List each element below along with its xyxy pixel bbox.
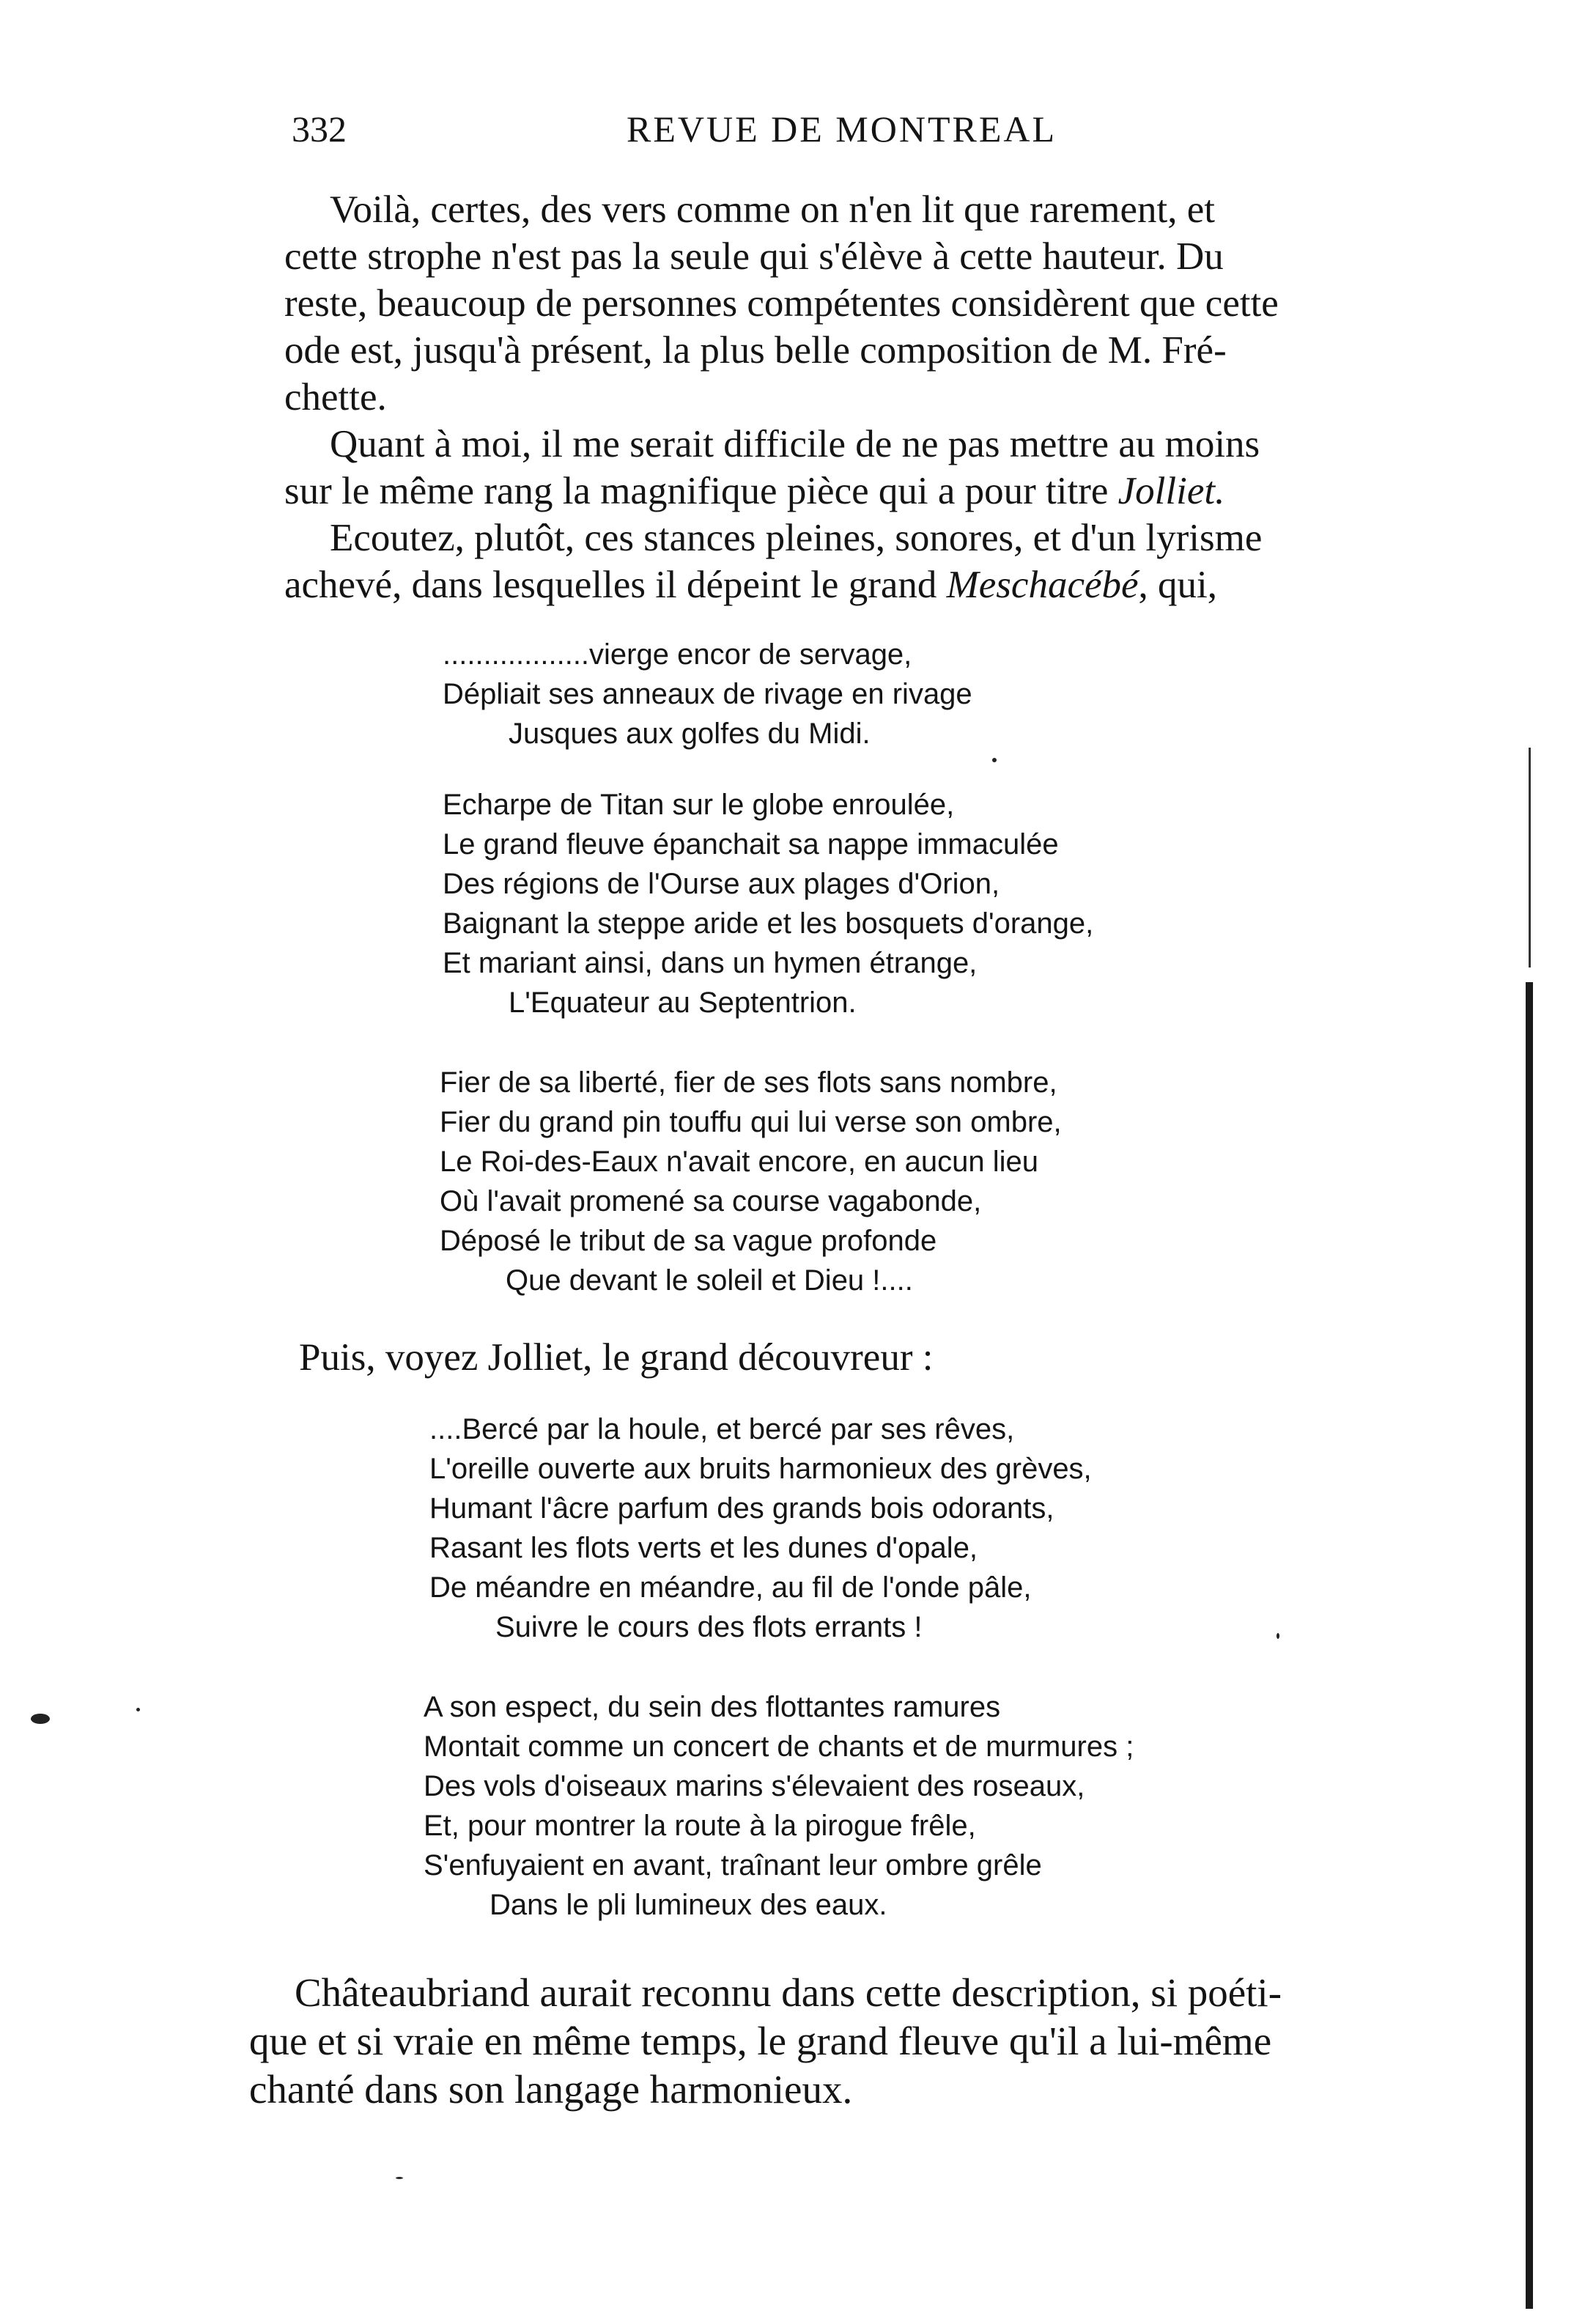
poem-title-jolliet: Jolliet. (1117, 470, 1225, 512)
stanza3-line3: Le Roi-des-Eaux n'avait encore, en aucun lieu (440, 1146, 1039, 1178)
para3-line2 (284, 561, 1435, 608)
running-title: REVUE DE MONTREAL (627, 108, 1057, 150)
ink-speck (136, 1708, 140, 1711)
stanza3-line2: Fier du grand pin touffu qui lui verse son ombre, (440, 1106, 1062, 1138)
stanza1-line1: ..................vierge encor de servage, (443, 638, 912, 671)
stanza3-line6: Que devant le soleil et Dieu !.... (506, 1264, 913, 1297)
stanza5-line4: Et, pour montrer la route à la pirogue frêle, (424, 1810, 976, 1842)
stanza5-line1: A son espect, du sein des flottantes ramures (424, 1691, 1001, 1723)
closing-line3: chanté dans son langage harmonieux. (249, 2067, 853, 2112)
stanza1-line3: Jusques aux golfes du Midi. (509, 718, 871, 750)
ink-speck (396, 2177, 403, 2179)
stanza4-line3: Humant l'âcre parfum des grands bois odorants, (429, 1492, 1054, 1525)
stanza-1 (443, 635, 972, 753)
stanza4-line2: L'oreille ouverte aux bruits harmonieux des grèves, (429, 1453, 1092, 1485)
para1-line2: cette strophe n'est pas la seule qui s'élève à cette hauteur. Du (284, 235, 1224, 278)
para1-line3: reste, beaucoup de personnes compétentes considèrent que cette (284, 282, 1279, 325)
scan-edge-line-upper (1529, 748, 1531, 967)
stanza5-line3: Des vols d'oiseaux marins s'élevaient des roseaux, (424, 1770, 1085, 1802)
stanza2-line4: Baignant la steppe aride et les bosquets d'orange, (443, 907, 1094, 940)
stanza2-line6: L'Equateur au Septentrion. (509, 987, 857, 1019)
para1-line1: Voilà, certes, des vers comme on n'en lit que rarement, et (330, 188, 1216, 231)
prose-block-closing (249, 1969, 1407, 2114)
stanza2-line3: Des régions de l'Ourse aux plages d'Orion, (443, 868, 1000, 900)
para3-line2-end: , qui, (1138, 564, 1218, 606)
para3-line2-text: achevé, dans lesquelles il dépeint le grand (284, 564, 947, 606)
page-number: 332 (292, 108, 347, 150)
para2-line2-text: sur le même rang la magnifique pièce qui a pour titre (284, 470, 1118, 512)
stanza5-line5: S'enfuyaient en avant, traînant leur ombre grêle (424, 1849, 1042, 1881)
stanza-4 (429, 1409, 1092, 1647)
stanza3-line5: Déposé le tribut de sa vague profonde (440, 1225, 937, 1257)
ink-speck (992, 758, 997, 762)
prose-block-opening (284, 186, 1435, 608)
para3-line1: Ecoutez, plutôt, ces stances pleines, sonores, et d'un lyrisme (330, 517, 1263, 559)
scan-edge-bar (1526, 982, 1533, 2309)
stanza2-line1: Echarpe de Titan sur le globe enroulée, (443, 789, 955, 821)
stanza3-line1: Fier de sa liberté, fier de ses flots sans nombre, (440, 1066, 1057, 1099)
stanza-3 (440, 1063, 1062, 1300)
closing-line2: que et si vraie en même temps, le grand fleuve qu'il a lui-même (249, 2019, 1272, 2063)
para2-line2 (284, 468, 1435, 515)
stanza-2 (443, 785, 1093, 1022)
para1-line4: ode est, jusqu'à présent, la plus belle composition de M. Fré- (284, 329, 1227, 372)
stanza4-line4: Rasant les flots verts et les dunes d'opale, (429, 1532, 978, 1564)
ink-speck (31, 1714, 50, 1724)
stanza2-line2: Le grand fleuve épanchait sa nappe immaculée (443, 828, 1059, 860)
para2-line1: Quant à moi, il me serait difficile de ne pas mettre au moins (330, 423, 1260, 465)
stanza5-line2: Montait comme un concert de chants et de murmures ; (424, 1731, 1134, 1763)
closing-line1: Châteaubriand aurait reconnu dans cette description, si poéti- (295, 1970, 1282, 2015)
stanza4-line6: Suivre le cours des flots errants ! (495, 1611, 923, 1643)
para1-line5: chette. (284, 376, 387, 419)
stanza-5 (424, 1687, 1134, 1925)
intro-line: Puis, voyez Jolliet, le grand découvreur : (299, 1336, 934, 1379)
ink-speck (1277, 1633, 1279, 1639)
stanza2-line5: Et mariant ainsi, dans un hymen étrange, (443, 947, 978, 979)
stanza4-line1: ....Bercé par la houle, et bercé par ses rêves, (429, 1413, 1015, 1445)
stanza5-line6: Dans le pli lumineux des eaux. (489, 1889, 887, 1921)
stanza1-line2: Dépliait ses anneaux de rivage en rivage (443, 678, 972, 710)
stanza4-line5: De méandre en méandre, au fil de l'onde pâle, (429, 1571, 1032, 1604)
stanza3-line4: Où l'avait promené sa course vagabonde, (440, 1185, 982, 1217)
river-name: Meschacébé (946, 564, 1139, 606)
